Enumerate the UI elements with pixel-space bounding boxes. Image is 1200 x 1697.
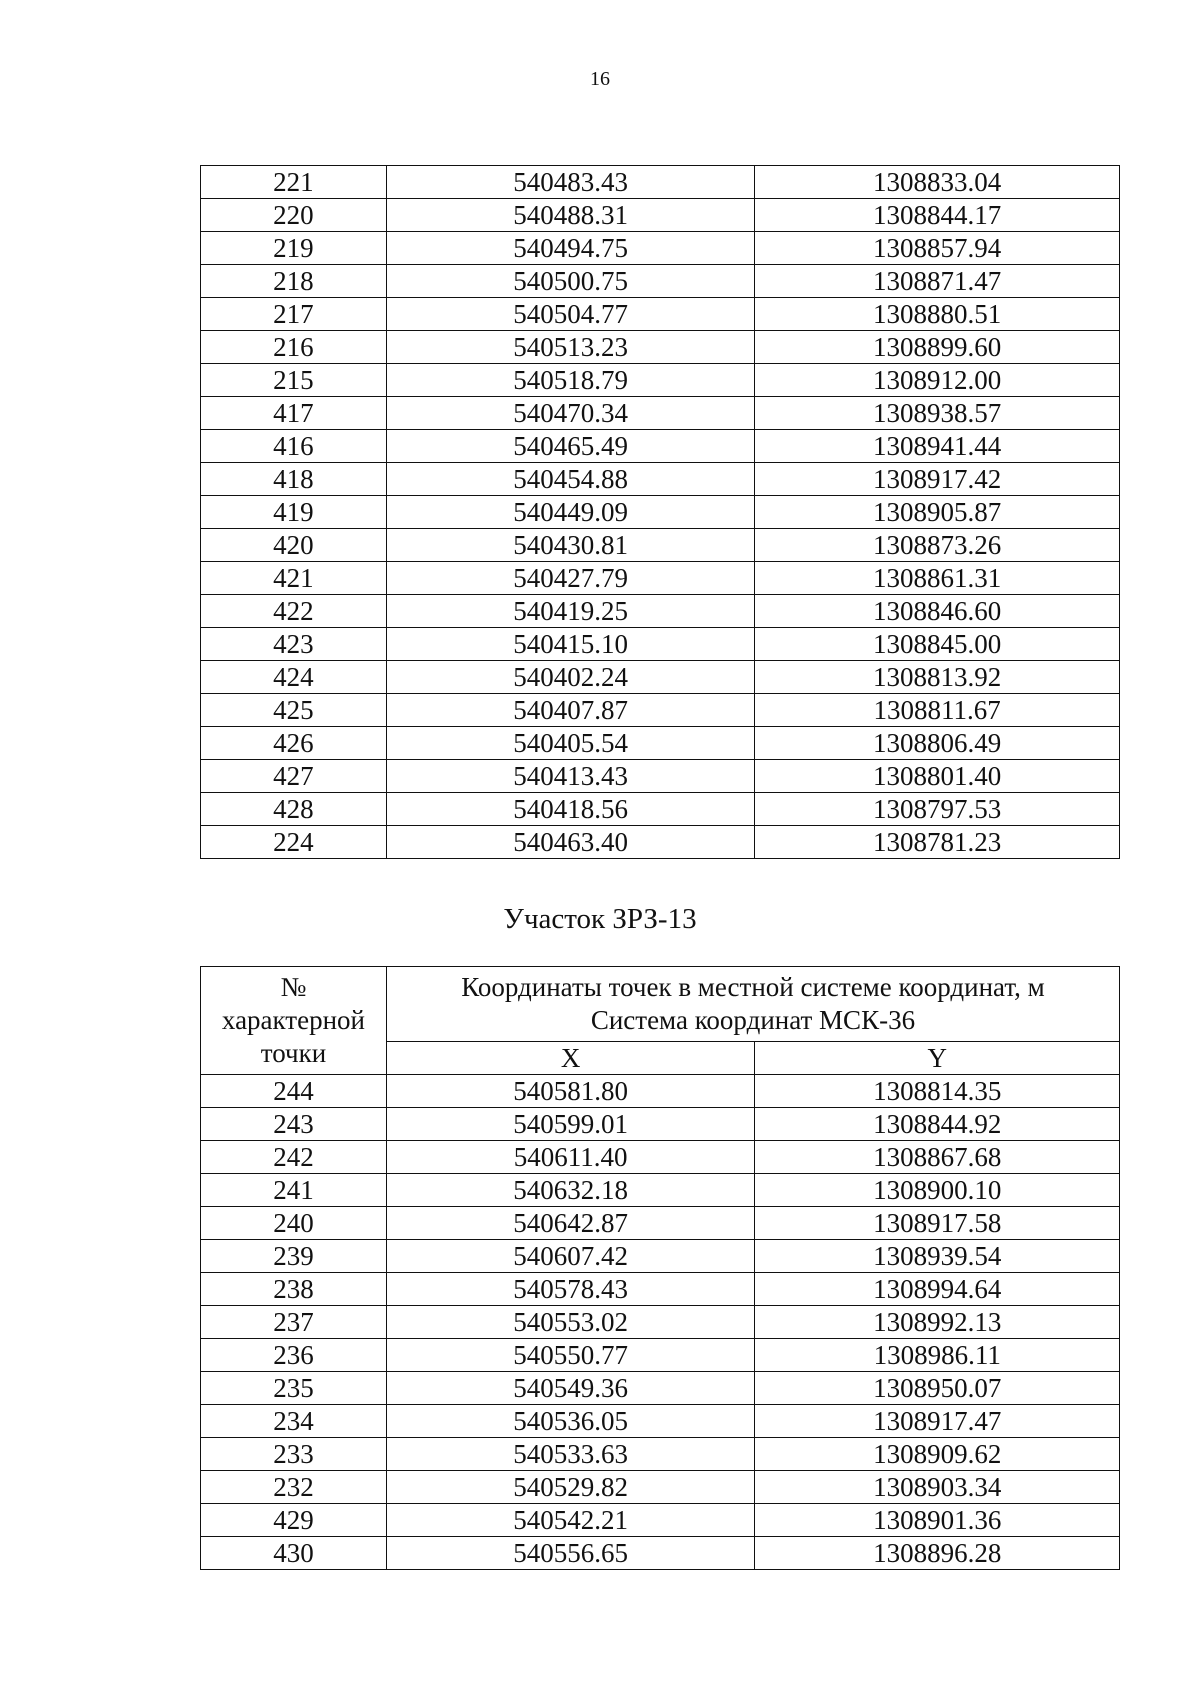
table-row <box>201 793 1120 826</box>
y-coordinate-cell: 1308857.94 <box>755 232 1120 265</box>
point-number-cell: 421 <box>201 562 387 595</box>
y-coordinate-cell: 1308899.60 <box>755 331 1120 364</box>
y-coordinate-cell: 1308811.67 <box>755 694 1120 727</box>
x-coordinate-cell: 540500.75 <box>386 265 755 298</box>
point-header-line-1: № <box>280 972 307 1002</box>
table-row <box>201 529 1120 562</box>
point-number-cell: 233 <box>201 1438 387 1471</box>
x-coordinate-cell: 540402.24 <box>386 661 755 694</box>
point-number-cell: 416 <box>201 430 387 463</box>
table-row <box>201 760 1120 793</box>
y-coordinate-cell: 1308814.35 <box>755 1075 1120 1108</box>
y-coordinate-cell: 1308873.26 <box>755 529 1120 562</box>
table-row <box>201 232 1120 265</box>
y-coordinate-cell: 1308813.92 <box>755 661 1120 694</box>
y-coordinate-cell: 1308939.54 <box>755 1240 1120 1273</box>
point-number-cell: 420 <box>201 529 387 562</box>
point-number-cell: 244 <box>201 1075 387 1108</box>
x-column-header: X <box>386 1042 755 1075</box>
y-coordinate-cell: 1308844.17 <box>755 199 1120 232</box>
table-row <box>201 496 1120 529</box>
table-row <box>201 694 1120 727</box>
point-number-cell: 426 <box>201 727 387 760</box>
table-row <box>201 1372 1120 1405</box>
point-number-cell: 419 <box>201 496 387 529</box>
point-header-line-3: точки <box>260 1038 327 1068</box>
x-coordinate-cell: 540407.87 <box>386 694 755 727</box>
point-number-cell: 234 <box>201 1405 387 1438</box>
point-number-cell: 216 <box>201 331 387 364</box>
x-coordinate-cell: 540533.63 <box>386 1438 755 1471</box>
table-row <box>201 1471 1120 1504</box>
section-title: Участок ЗРЗ-13 <box>503 903 697 935</box>
y-coordinate-cell: 1308871.47 <box>755 265 1120 298</box>
x-coordinate-cell: 540488.31 <box>386 199 755 232</box>
x-coordinate-cell: 540470.34 <box>386 397 755 430</box>
y-coordinate-cell: 1308950.07 <box>755 1372 1120 1405</box>
y-coordinate-cell: 1308801.40 <box>755 760 1120 793</box>
x-coordinate-cell: 540607.42 <box>386 1240 755 1273</box>
x-coordinate-cell: 540418.56 <box>386 793 755 826</box>
table-2-header <box>201 967 1120 1075</box>
y-coordinate-cell: 1308833.04 <box>755 166 1120 199</box>
coordinates-header-subtitle: Система координат МСК-36 <box>590 1005 916 1035</box>
point-number-cell: 224 <box>201 826 387 859</box>
x-coordinate-cell: 540632.18 <box>386 1174 755 1207</box>
table-row <box>201 166 1120 199</box>
table-row <box>201 364 1120 397</box>
y-coordinate-cell: 1308986.11 <box>755 1339 1120 1372</box>
x-coordinate-cell: 540542.21 <box>386 1504 755 1537</box>
table-row <box>201 1438 1120 1471</box>
table-2-body <box>201 1075 1120 1570</box>
x-coordinate-cell: 540581.80 <box>386 1075 755 1108</box>
table-row <box>201 727 1120 760</box>
point-number-cell: 218 <box>201 265 387 298</box>
table-row <box>201 331 1120 364</box>
point-number-cell: 422 <box>201 595 387 628</box>
y-coordinate-cell: 1308994.64 <box>755 1273 1120 1306</box>
x-coordinate-cell: 540483.43 <box>386 166 755 199</box>
x-coordinate-cell: 540415.10 <box>386 628 755 661</box>
y-coordinate-cell: 1308909.62 <box>755 1438 1120 1471</box>
point-number-cell: 238 <box>201 1273 387 1306</box>
point-header-line-2: характерной <box>221 1005 365 1035</box>
point-number-cell: 220 <box>201 199 387 232</box>
table-row <box>201 1405 1120 1438</box>
point-number-cell: 232 <box>201 1471 387 1504</box>
x-coordinate-cell: 540556.65 <box>386 1537 755 1570</box>
y-coordinate-cell: 1308797.53 <box>755 793 1120 826</box>
y-coordinate-cell: 1308917.58 <box>755 1207 1120 1240</box>
y-coordinate-cell: 1308917.42 <box>755 463 1120 496</box>
table-1-body <box>201 166 1120 859</box>
x-coordinate-cell: 540611.40 <box>386 1141 755 1174</box>
y-coordinate-cell: 1308903.34 <box>755 1471 1120 1504</box>
x-coordinate-cell: 540504.77 <box>386 298 755 331</box>
y-coordinate-cell: 1308912.00 <box>755 364 1120 397</box>
table-row <box>201 1339 1120 1372</box>
table-row <box>201 826 1120 859</box>
point-number-cell: 219 <box>201 232 387 265</box>
table-row <box>201 1174 1120 1207</box>
y-coordinate-cell: 1308900.10 <box>755 1174 1120 1207</box>
y-coordinate-cell: 1308941.44 <box>755 430 1120 463</box>
y-coordinate-cell: 1308867.68 <box>755 1141 1120 1174</box>
table-row <box>201 661 1120 694</box>
x-coordinate-cell: 540553.02 <box>386 1306 755 1339</box>
coordinates-table-2 <box>200 966 1120 1570</box>
point-number-cell: 215 <box>201 364 387 397</box>
table-row <box>201 1537 1120 1570</box>
x-coordinate-cell: 540430.81 <box>386 529 755 562</box>
x-coordinate-cell: 540427.79 <box>386 562 755 595</box>
point-number-cell: 429 <box>201 1504 387 1537</box>
y-coordinate-cell: 1308896.28 <box>755 1537 1120 1570</box>
point-number-cell: 242 <box>201 1141 387 1174</box>
x-coordinate-cell: 540599.01 <box>386 1108 755 1141</box>
point-number-cell: 243 <box>201 1108 387 1141</box>
point-number-cell: 417 <box>201 397 387 430</box>
x-coordinate-cell: 540549.36 <box>386 1372 755 1405</box>
table-row <box>201 430 1120 463</box>
point-number-cell: 217 <box>201 298 387 331</box>
y-column-header: Y <box>755 1042 1120 1075</box>
table-row <box>201 595 1120 628</box>
point-number-cell: 428 <box>201 793 387 826</box>
y-coordinate-cell: 1308917.47 <box>755 1405 1120 1438</box>
page-number: 16 <box>590 68 610 90</box>
x-coordinate-cell: 540536.05 <box>386 1405 755 1438</box>
y-coordinate-cell: 1308846.60 <box>755 595 1120 628</box>
x-coordinate-cell: 540550.77 <box>386 1339 755 1372</box>
y-coordinate-cell: 1308845.00 <box>755 628 1120 661</box>
table-row <box>201 1075 1120 1108</box>
point-number-cell: 241 <box>201 1174 387 1207</box>
point-number-cell: 425 <box>201 694 387 727</box>
x-coordinate-cell: 540494.75 <box>386 232 755 265</box>
point-number-header <box>201 967 387 1075</box>
table-row <box>201 1108 1120 1141</box>
coordinates-table-1 <box>200 165 1120 859</box>
point-number-cell: 240 <box>201 1207 387 1240</box>
table-row <box>201 298 1120 331</box>
table-row <box>201 1306 1120 1339</box>
table-row <box>201 562 1120 595</box>
table-row <box>201 1504 1120 1537</box>
x-coordinate-cell: 540449.09 <box>386 496 755 529</box>
point-number-cell: 427 <box>201 760 387 793</box>
table-row <box>201 199 1120 232</box>
table-row <box>201 1141 1120 1174</box>
x-coordinate-cell: 540642.87 <box>386 1207 755 1240</box>
coordinates-header-title: Координаты точек в местной системе координат, м <box>461 972 1045 1002</box>
point-number-cell: 424 <box>201 661 387 694</box>
x-coordinate-cell: 540578.43 <box>386 1273 755 1306</box>
x-coordinate-cell: 540413.43 <box>386 760 755 793</box>
x-coordinate-cell: 540405.54 <box>386 727 755 760</box>
table-row <box>201 1273 1120 1306</box>
x-coordinate-cell: 540463.40 <box>386 826 755 859</box>
table-row <box>201 1240 1120 1273</box>
x-coordinate-cell: 540454.88 <box>386 463 755 496</box>
y-coordinate-cell: 1308901.36 <box>755 1504 1120 1537</box>
point-number-cell: 430 <box>201 1537 387 1570</box>
table-row <box>201 463 1120 496</box>
y-coordinate-cell: 1308806.49 <box>755 727 1120 760</box>
point-number-cell: 235 <box>201 1372 387 1405</box>
x-coordinate-cell: 540513.23 <box>386 331 755 364</box>
x-coordinate-cell: 540419.25 <box>386 595 755 628</box>
y-coordinate-cell: 1308781.23 <box>755 826 1120 859</box>
table-row <box>201 1207 1120 1240</box>
y-coordinate-cell: 1308844.92 <box>755 1108 1120 1141</box>
y-coordinate-cell: 1308992.13 <box>755 1306 1120 1339</box>
table-row <box>201 628 1120 661</box>
point-number-cell: 418 <box>201 463 387 496</box>
x-coordinate-cell: 540518.79 <box>386 364 755 397</box>
x-coordinate-cell: 540529.82 <box>386 1471 755 1504</box>
y-coordinate-cell: 1308880.51 <box>755 298 1120 331</box>
y-coordinate-cell: 1308938.57 <box>755 397 1120 430</box>
point-number-cell: 236 <box>201 1339 387 1372</box>
point-number-cell: 237 <box>201 1306 387 1339</box>
coordinates-header <box>386 967 1119 1042</box>
point-number-cell: 423 <box>201 628 387 661</box>
y-coordinate-cell: 1308861.31 <box>755 562 1120 595</box>
table-row <box>201 265 1120 298</box>
y-coordinate-cell: 1308905.87 <box>755 496 1120 529</box>
x-coordinate-cell: 540465.49 <box>386 430 755 463</box>
point-number-cell: 221 <box>201 166 387 199</box>
point-number-cell: 239 <box>201 1240 387 1273</box>
table-row <box>201 397 1120 430</box>
